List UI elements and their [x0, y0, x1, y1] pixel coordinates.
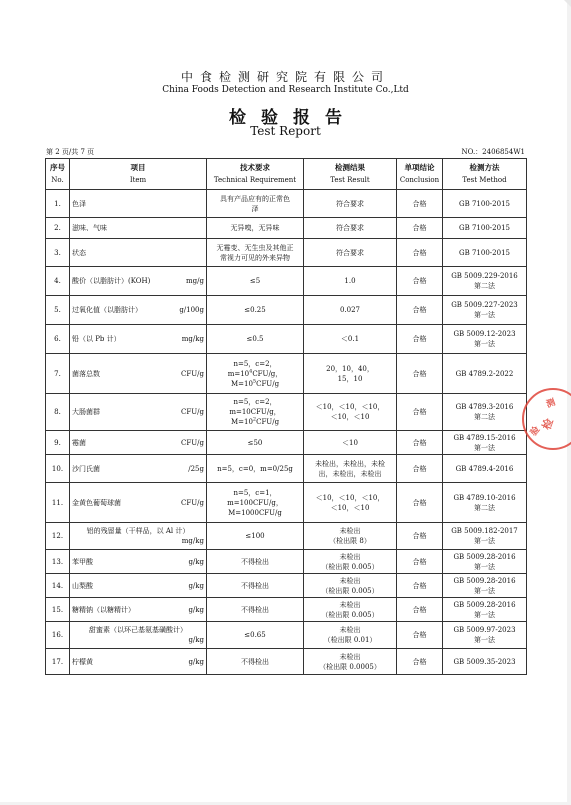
cell-seq: 10.: [46, 455, 70, 483]
cell-item: 金黄色葡萄球菌 CFU/g: [70, 483, 207, 523]
cell-seq: 13.: [46, 550, 70, 574]
cell-conclusion: 合格: [397, 483, 443, 523]
table-row: [46, 649, 527, 675]
col-header-seq: 序号 No.: [46, 159, 70, 190]
cell-method: GB 4789.10-2016 第二法: [443, 483, 527, 523]
cell-conclusion: 合格: [397, 325, 443, 354]
cell-item: 状态: [70, 239, 207, 267]
cell-requirement: 不得检出: [207, 550, 304, 574]
cell-result: 符合要求: [304, 239, 397, 267]
cell-requirement: ≤50: [207, 431, 304, 455]
col-header-requirement: 技术要求 Technical Requirement: [207, 159, 304, 190]
cell-seq: 7.: [46, 354, 70, 394]
cell-method: GB 5009.28-2016 第一法: [443, 550, 527, 574]
cell-item: 糖精钠（以糖精计） g/kg: [70, 598, 207, 622]
col-header-conclusion: 单项结论 Conclusion: [397, 159, 443, 190]
cell-requirement: ≤0.5: [207, 325, 304, 354]
cell-result: 未检出 （检出限 0.005）: [304, 574, 397, 598]
cell-conclusion: 合格: [397, 190, 443, 218]
cell-conclusion: 合格: [397, 296, 443, 325]
cell-method: GB 7100-2015: [443, 218, 527, 239]
cell-requirement: ≤100: [207, 523, 304, 550]
cell-item: 山梨酸 g/kg: [70, 574, 207, 598]
cell-requirement: n=5，c=1， m=100CFU/g， M=1000CFU/g: [207, 483, 304, 523]
cell-requirement: 无霉变、无生虫及其他正 常视力可见的外来异物: [207, 239, 304, 267]
cell-result: 符合要求: [304, 190, 397, 218]
cell-result: 未检出 （检出限 8）: [304, 523, 397, 550]
cell-requirement: 具有产品应有的正常色 泽: [207, 190, 304, 218]
cell-item: 苯甲酸 g/kg: [70, 550, 207, 574]
table-row: [46, 598, 527, 622]
cell-conclusion: 合格: [397, 550, 443, 574]
cell-seq: 4.: [46, 267, 70, 296]
cell-result: 未检出 （检出限 0.005）: [304, 598, 397, 622]
cell-result: 未检出 （检出限 0.01）: [304, 622, 397, 649]
cell-method: GB 5009.182-2017 第一法: [443, 523, 527, 550]
table-row: [46, 622, 527, 649]
cell-item: 铝的残留量（干样品，以 Al 计） mg/kg: [70, 523, 207, 550]
cell-method: GB 7100-2015: [443, 190, 527, 218]
cell-conclusion: 合格: [397, 649, 443, 675]
cell-result: ＜10，＜10，＜10， ＜10，＜10: [304, 394, 397, 431]
cell-requirement: 不得检出: [207, 574, 304, 598]
cell-conclusion: 合格: [397, 218, 443, 239]
cell-item: 菌落总数 CFU/g: [70, 354, 207, 394]
table-row: [46, 190, 527, 218]
cell-seq: 6.: [46, 325, 70, 354]
cell-item: 沙门氏菌 /25g: [70, 455, 207, 483]
cell-method: GB 5009.28-2016 第一法: [443, 598, 527, 622]
table-row: [46, 239, 527, 267]
cell-result: 未检出 （检出限 0.005）: [304, 550, 397, 574]
cell-conclusion: 合格: [397, 622, 443, 649]
cell-seq: 5.: [46, 296, 70, 325]
cell-result: ＜10，＜10，＜10， ＜10，＜10: [304, 483, 397, 523]
cell-conclusion: 合格: [397, 598, 443, 622]
cell-conclusion: 合格: [397, 267, 443, 296]
cell-item: 甜蜜素（以环己基氨基磺酸计） g/kg: [70, 622, 207, 649]
cell-result: 符合要求: [304, 218, 397, 239]
cell-conclusion: 合格: [397, 455, 443, 483]
cell-method: GB 4789.15-2016 第一法: [443, 431, 527, 455]
cell-conclusion: 合格: [397, 239, 443, 267]
cell-method: GB 4789.4-2016: [443, 455, 527, 483]
cell-seq: 12.: [46, 523, 70, 550]
cell-result: 1.0: [304, 267, 397, 296]
col-header-result: 检测结果 Test Result: [304, 159, 397, 190]
cell-method: GB 5009.12-2023 第一法: [443, 325, 527, 354]
cell-seq: 3.: [46, 239, 70, 267]
cell-item: 过氧化值（以脂肪计） g/100g: [70, 296, 207, 325]
cell-seq: 14.: [46, 574, 70, 598]
table-row: [46, 296, 527, 325]
company-name-cn: 中食检测研究院有限公司: [180, 70, 390, 84]
cell-conclusion: 合格: [397, 354, 443, 394]
cell-result: ＜0.1: [304, 325, 397, 354]
cell-seq: 16.: [46, 622, 70, 649]
cell-item: 色泽: [70, 190, 207, 218]
cell-requirement: n=5，c=2， $m=10^4CFU/g$， $M=10^5CFU/g$: [207, 354, 304, 394]
col-header-method: 检测方法 Test Method: [443, 159, 527, 190]
cell-seq: 8.: [46, 394, 70, 431]
cell-item: 酸价（以脂肪计）(KOH) mg/g: [70, 267, 207, 296]
cell-conclusion: 合格: [397, 574, 443, 598]
report-title-cn: 检验报告: [229, 108, 357, 128]
cell-method: GB 5009.229-2016 第二法: [443, 267, 527, 296]
table-row: [46, 523, 527, 550]
cell-method: GB 5009.28-2016 第一法: [443, 574, 527, 598]
cell-method: GB 5009.35-2023: [443, 649, 527, 675]
cell-method: GB 7100-2015: [443, 239, 527, 267]
cell-requirement: 无异嗅，无异味: [207, 218, 304, 239]
results-table: [45, 158, 527, 675]
table-header-row: [46, 159, 527, 190]
col-header-item: 项目 Item: [70, 159, 207, 190]
page-number: 第 2 页/共 7 页: [46, 148, 95, 156]
inspection-stamp: 测 检 验: [522, 388, 571, 450]
cell-requirement: ≤0.65: [207, 622, 304, 649]
table-row: [46, 267, 527, 296]
table-row: [46, 218, 527, 239]
cell-requirement: n=5，c=2， m=10CFU/g， $M=10^2CFU/g$: [207, 394, 304, 431]
cell-seq: 17.: [46, 649, 70, 675]
cell-requirement: ≤5: [207, 267, 304, 296]
cell-seq: 9.: [46, 431, 70, 455]
cell-result: 0.027: [304, 296, 397, 325]
table-row: [46, 483, 527, 523]
report-number: NO.：2406854W1: [461, 148, 525, 156]
cell-result: ＜10: [304, 431, 397, 455]
cell-seq: 11.: [46, 483, 70, 523]
cell-item: 滋味、气味: [70, 218, 207, 239]
table-row: [46, 431, 527, 455]
report-title-en: Test Report: [250, 124, 321, 138]
page-corner-fold: [564, 0, 571, 7]
company-name-en: China Foods Detection and Research Institute Co.,Ltd: [162, 85, 409, 95]
table-row: [46, 455, 527, 483]
cell-method: GB 5009.97-2023 第一法: [443, 622, 527, 649]
table-row: [46, 354, 527, 394]
cell-item: 柠檬黄 g/kg: [70, 649, 207, 675]
cell-requirement: 不得检出: [207, 598, 304, 622]
table-row: [46, 325, 527, 354]
cell-method: GB 4789.2-2022: [443, 354, 527, 394]
table-row: [46, 550, 527, 574]
cell-conclusion: 合格: [397, 394, 443, 431]
cell-method: GB 4789.3-2016 第二法: [443, 394, 527, 431]
cell-result: 未检出，未检出，未检 出，未检出，未检出: [304, 455, 397, 483]
cell-conclusion: 合格: [397, 523, 443, 550]
cell-result: 20，10，40， 15，10: [304, 354, 397, 394]
cell-requirement: n=5，c=0，m=0/25g: [207, 455, 304, 483]
cell-method: GB 5009.227-2023 第一法: [443, 296, 527, 325]
cell-conclusion: 合格: [397, 431, 443, 455]
cell-item: 大肠菌群 CFU/g: [70, 394, 207, 431]
cell-seq: 2.: [46, 218, 70, 239]
cell-seq: 1.: [46, 190, 70, 218]
table-row: [46, 394, 527, 431]
cell-result: 未检出 （检出限 0.0005）: [304, 649, 397, 675]
cell-seq: 15.: [46, 598, 70, 622]
cell-requirement: 不得检出: [207, 649, 304, 675]
cell-requirement: ≤0.25: [207, 296, 304, 325]
table-row: [46, 574, 527, 598]
cell-item: 铅（以 Pb 计） mg/kg: [70, 325, 207, 354]
cell-item: 霉菌 CFU/g: [70, 431, 207, 455]
